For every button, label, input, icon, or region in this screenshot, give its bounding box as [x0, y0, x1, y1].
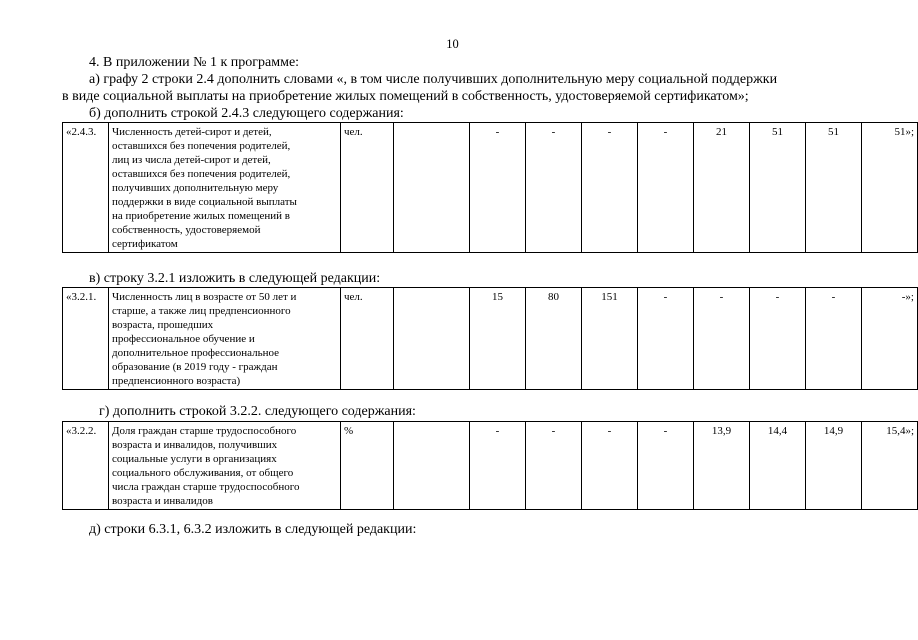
name-line: возраста и инвалидов — [112, 495, 213, 507]
row-value-8: - — [806, 288, 862, 390]
table-row-3-2-2 — [62, 421, 918, 510]
name-line: Численность лиц в возрасте от 50 лет и — [112, 291, 297, 303]
page-number: 10 — [446, 37, 459, 51]
name-line: предпенсионного возраста) — [112, 375, 241, 387]
name-line: социальные услуги в организациях — [112, 453, 277, 465]
row-value-6: - — [694, 288, 750, 390]
row-value-7: 14,4 — [750, 422, 806, 510]
row-value-9: 51»; — [862, 123, 918, 253]
row-code: «2.4.3. — [63, 123, 109, 253]
row-unit: чел. — [341, 288, 394, 390]
name-line: на приобретение жилых помещений в — [112, 210, 290, 222]
name-line: получивших дополнительную меру — [112, 182, 279, 194]
row-indicator-name — [109, 123, 341, 253]
row-code: «3.2.2. — [63, 422, 109, 510]
row-value-9: 15,4»; — [862, 422, 918, 510]
row-value-8: 14,9 — [806, 422, 862, 510]
paragraph-a-line1: а) графу 2 строки 2.4 дополнить словами «, в том числе получивших дополнительную меру социальной поддержки — [89, 72, 778, 87]
row-value-1 — [394, 288, 470, 390]
row-value-5: - — [638, 123, 694, 253]
name-line: поддержки в виде социальной выплаты — [112, 196, 297, 208]
row-value-3: - — [526, 422, 582, 510]
name-line: лиц из числа детей-сирот и детей, — [112, 154, 271, 166]
row-code: «3.2.1. — [63, 288, 109, 390]
row-value-4: 151 — [582, 288, 638, 390]
row-value-3: - — [526, 123, 582, 253]
name-line: оставшихся без попечения родителей, — [112, 168, 291, 180]
paragraph-d: д) строки 6.3.1, 6.3.2 изложить в следующей редакции: — [89, 522, 417, 537]
table-row-2-4-3 — [62, 122, 918, 253]
row-value-1 — [394, 422, 470, 510]
name-line: дополнительное профессиональное — [112, 347, 280, 359]
row-value-7: - — [750, 288, 806, 390]
row-value-5: - — [638, 288, 694, 390]
name-line: числа граждан старше трудоспособного — [112, 481, 300, 493]
name-line: собственность, удостоверяемой — [112, 224, 261, 236]
row-unit: % — [341, 422, 394, 510]
row-indicator-name — [109, 422, 341, 510]
row-indicator-name — [109, 288, 341, 390]
name-line: сертификатом — [112, 238, 178, 250]
row-unit: чел. — [341, 123, 394, 253]
name-line: возраста и инвалидов, получивших — [112, 439, 278, 451]
paragraph-g: г) дополнить строкой 3.2.2. следующего содержания: — [99, 404, 416, 419]
row-value-4: - — [582, 422, 638, 510]
name-line: профессиональное обучение и — [112, 333, 255, 345]
name-line: Численность детей-сирот и детей, — [112, 126, 272, 138]
name-line: образование (в 2019 году - граждан — [112, 361, 278, 373]
row-value-3: 80 — [526, 288, 582, 390]
name-line: Доля граждан старше трудоспособного — [112, 425, 297, 437]
paragraph-4: 4. В приложении № 1 к программе: — [89, 55, 300, 70]
paragraph-b: б) дополнить строкой 2.4.3 следующего содержания: — [89, 106, 404, 121]
row-value-7: 51 — [750, 123, 806, 253]
name-line: социального обслуживания, от общего — [112, 467, 294, 479]
table-row-3-2-1 — [62, 287, 918, 390]
paragraph-v: в) строку 3.2.1 изложить в следующей редакции: — [89, 271, 381, 286]
row-value-5: - — [638, 422, 694, 510]
row-value-1 — [394, 123, 470, 253]
row-value-2: - — [470, 123, 526, 253]
name-line: старше, а также лиц предпенсионного — [112, 305, 291, 317]
row-value-6: 13,9 — [694, 422, 750, 510]
row-value-2: 15 — [470, 288, 526, 390]
name-line: возраста, прошедших — [112, 319, 214, 331]
row-value-6: 21 — [694, 123, 750, 253]
row-value-9: -»; — [862, 288, 918, 390]
row-value-2: - — [470, 422, 526, 510]
name-line: оставшихся без попечения родителей, — [112, 140, 291, 152]
row-value-4: - — [582, 123, 638, 253]
row-value-8: 51 — [806, 123, 862, 253]
paragraph-a-line2: в виде социальной выплаты на приобретение жилых помещений в собственность, удостоверяемой сертификатом»; — [62, 89, 749, 104]
